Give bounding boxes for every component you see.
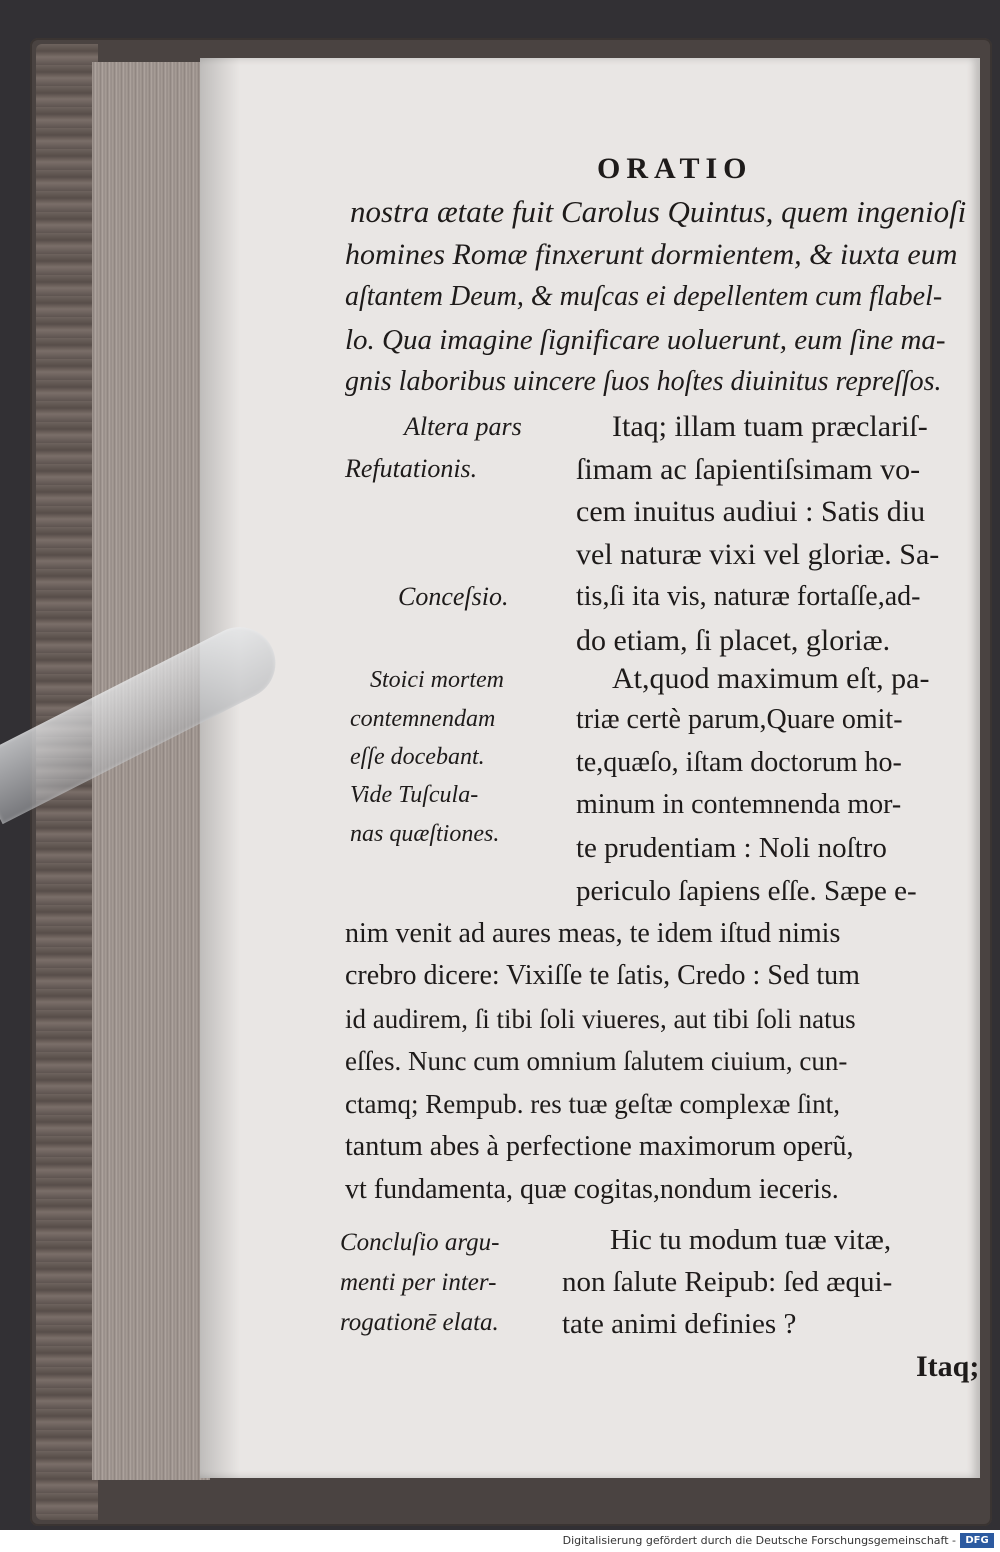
margin-note-line: Concluſio argu- [340,1229,500,1256]
text-line: nostra ætate fuit Carolus Quintus, quem ingenioſi [350,194,967,229]
margin-note-line: Stoici mortem [370,667,504,693]
text-line: vt fundamenta, quæ cogitas,nondum ieceris. [345,1174,839,1205]
text-line: triæ certè parum,Quare omit- [576,704,903,735]
text-line: nim venit ad aures meas, te idem iſtud nimis [345,918,841,949]
margin-note-line: contemnendam [350,706,496,732]
text-line: Itaq; illam tuam præclariſ- [612,410,928,443]
text-line: tate animi definies ? [562,1308,797,1340]
margin-note-line: nas quæſtiones. [350,821,500,847]
margin-note-line: Vide Tuſcula- [350,782,479,808]
text-line: ctamq; Rempub. res tuæ geſtæ complexæ ſint, [345,1089,840,1119]
text-line: id audirem, ſi tibi ſoli viueres, aut tibi ſoli natus [345,1004,856,1034]
text-line: cem inuitus audiui : Satis diu [576,495,926,528]
text-line: Hic tu modum tuæ vitæ, [610,1224,892,1256]
text-line: aſtantem Deum, & muſcas ei depellentem cum flabel- [345,281,943,312]
text-line: tantum abes à perfectione maximorum operũ, [345,1131,854,1162]
margin-note-line: Refutationis. [345,454,478,483]
text-line: gnis laboribus uincere ſuos hoſtes diuinitus repreſſos. [345,366,942,397]
text-line: do etiam, ſi placet, gloriæ. [576,624,891,657]
text-line: ſimam ac ſapientiſsimam vo- [576,453,921,486]
text-line: vel naturæ vixi vel gloriæ. Sa- [576,538,940,571]
credit-text: Digitalisierung gefördert durch die Deutsche Forschungsgemeinschaft - [562,1534,956,1547]
margin-note-line: Conceſsio. [398,582,509,611]
text-line: At,quod maximum eſt, pa- [612,662,930,695]
text-line: homines Romæ finxerunt dormientem, & iuxta eum [345,238,958,271]
margin-note-line: menti per inter- [340,1269,497,1296]
margin-note-line: rogationē elata. [340,1309,499,1336]
spine-shadow [200,58,240,1478]
margin-note-line: Altera pars [404,412,522,441]
text-line: non ſalute Reipub: ſed æqui- [562,1266,893,1298]
text-line: tis,ſi ita vis, naturæ fortaſſe,ad- [576,581,921,612]
dfg-logo-icon: DFG [960,1533,994,1548]
text-line: te,quæſo, iſtam doctorum ho- [576,747,902,778]
text-line: te prudentiam : Noli noſtro [576,832,887,864]
catchword: Itaq; [916,1350,980,1383]
text-line: eſſes. Nunc cum omnium ſalutem ciuium, cun- [345,1046,848,1076]
margin-note-line: eſſe docebant. [350,744,485,770]
page-edges [92,62,210,1480]
text-line: minum in contemnenda mor- [576,789,902,820]
text-line: periculo ſapiens eſſe. Sæpe e- [576,875,917,907]
text-line: lo. Qua imagine ſignificare uoluerunt, eum ſine ma- [345,324,946,356]
running-title: ORATIO [597,152,753,185]
text-line: crebro dicere: Vixiſſe te ſatis, Credo : Sed tum [345,960,860,991]
